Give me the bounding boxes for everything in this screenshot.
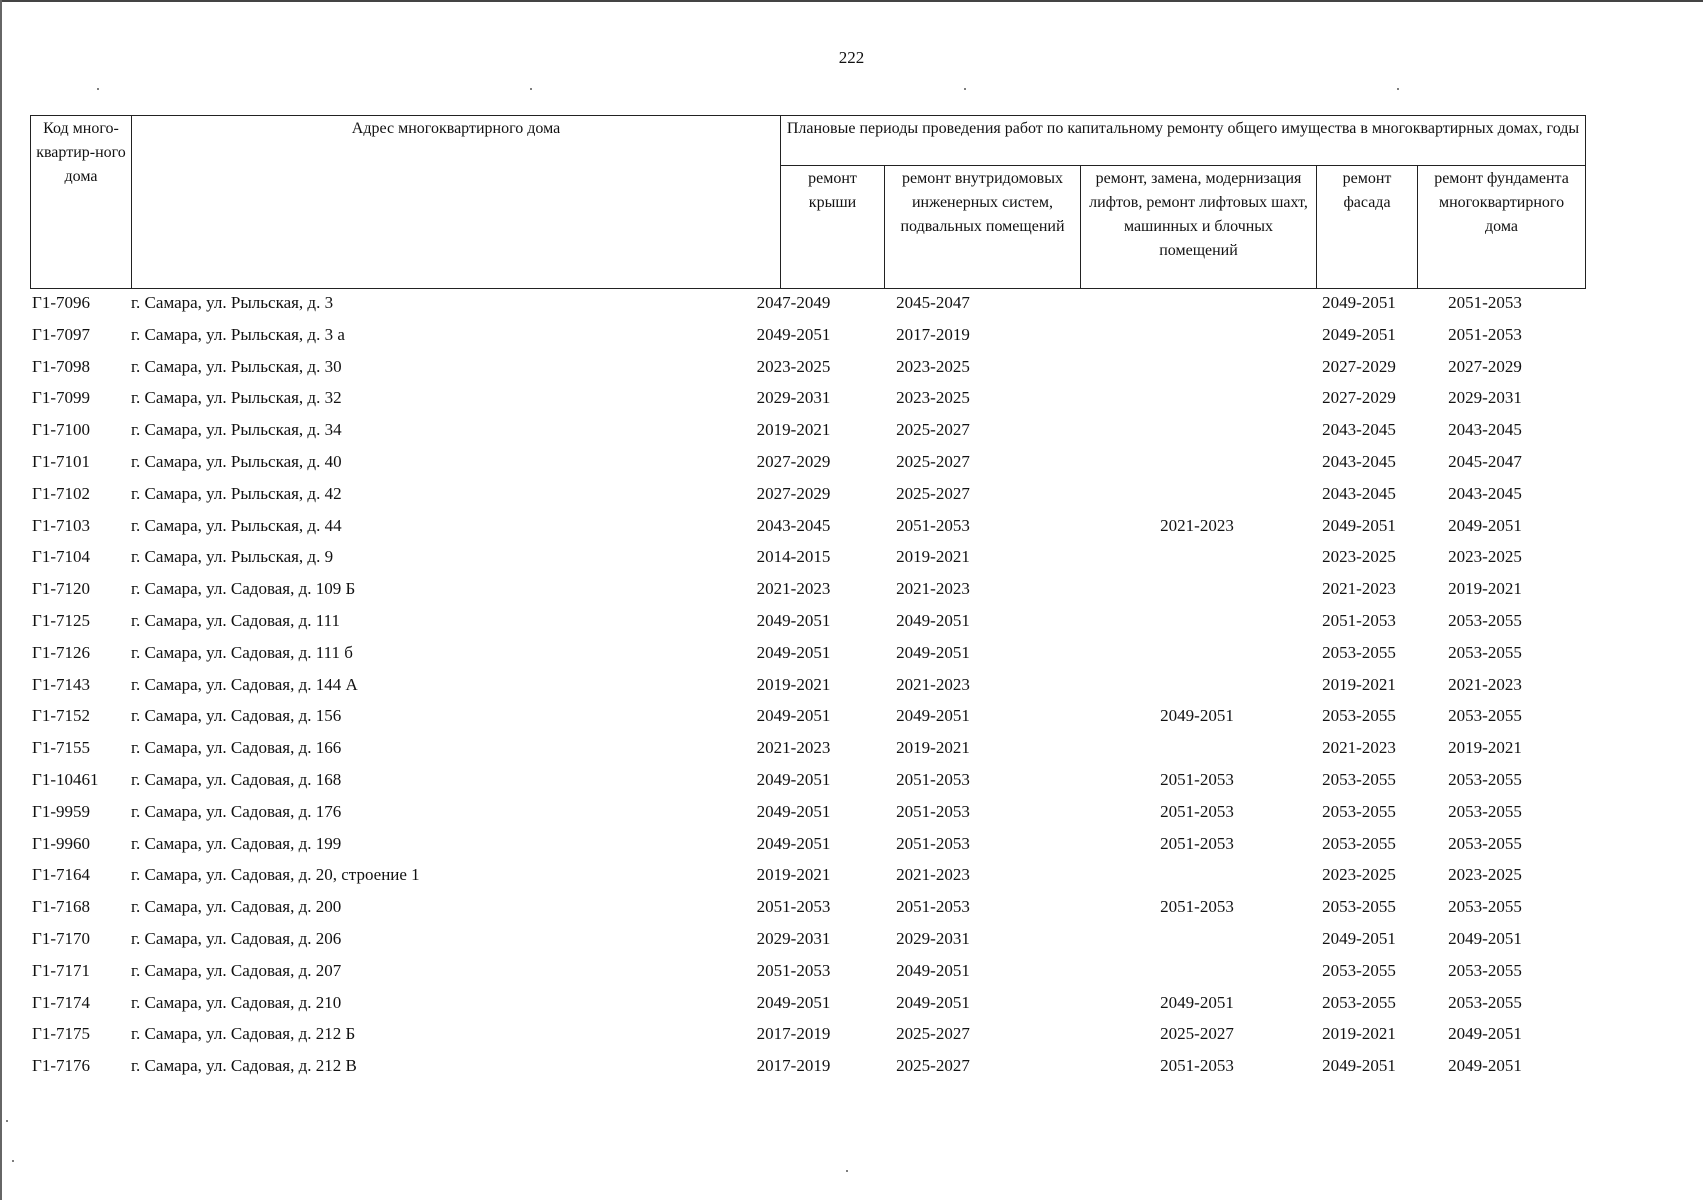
row-foundation: 2053-2055	[1448, 801, 1522, 821]
row-code: Г1-9960	[32, 833, 90, 853]
row-code: Г1-7171	[32, 960, 90, 980]
row-roof: 2049-2051	[756, 324, 831, 344]
header-elevators: ремонт, замена, модернизация лифтов, ремонт лифтовых шахт, машинных и блочных помещений	[1081, 165, 1317, 288]
row-engineering: 2017-2019	[896, 324, 970, 344]
table-row	[30, 510, 1585, 542]
row-engineering: 2021-2023	[896, 865, 970, 885]
row-foundation: 2027-2029	[1448, 356, 1522, 376]
table-row	[30, 669, 1585, 701]
row-elevators: 2051-2053	[1160, 1056, 1234, 1076]
row-facade: 2049-2051	[1322, 928, 1396, 948]
scan-speck	[6, 1120, 8, 1122]
row-code: Г1-7155	[32, 738, 90, 758]
table-row	[30, 478, 1585, 510]
row-facade: 2053-2055	[1322, 801, 1396, 821]
row-facade: 2021-2023	[1322, 579, 1396, 599]
row-engineering: 2049-2051	[896, 610, 970, 630]
row-foundation: 2021-2023	[1448, 674, 1522, 694]
row-foundation: 2051-2053	[1448, 324, 1522, 344]
header-address: Адрес многоквартирного дома	[132, 116, 781, 289]
table-row	[30, 764, 1585, 796]
table-row	[30, 1018, 1585, 1050]
row-elevators: 2051-2053	[1160, 769, 1234, 789]
table-row	[30, 828, 1585, 860]
row-foundation: 2049-2051	[1448, 515, 1522, 535]
row-engineering: 2051-2053	[896, 897, 970, 917]
row-address: г. Самара, ул. Рыльская, д. 32	[131, 388, 342, 408]
row-foundation: 2053-2055	[1448, 706, 1522, 726]
row-roof: 2051-2053	[756, 960, 831, 980]
table-row	[30, 287, 1585, 319]
row-roof: 2029-2031	[756, 388, 831, 408]
row-foundation: 2053-2055	[1448, 992, 1522, 1012]
row-code: Г1-7098	[32, 356, 90, 376]
row-roof: 2014-2015	[756, 547, 831, 567]
row-address: г. Самара, ул. Садовая, д. 20, строение 1	[131, 865, 420, 885]
table-row	[30, 382, 1585, 414]
row-engineering: 2023-2025	[896, 356, 970, 376]
row-facade: 2043-2045	[1322, 451, 1396, 471]
row-address: г. Самара, ул. Рыльская, д. 34	[131, 420, 342, 440]
scan-speck	[1397, 88, 1399, 90]
row-address: г. Самара, ул. Садовая, д. 212 Б	[131, 1024, 356, 1044]
row-engineering: 2045-2047	[896, 293, 970, 312]
row-elevators: 2051-2053	[1160, 897, 1234, 917]
row-engineering: 2049-2051	[896, 960, 970, 980]
table-row	[30, 891, 1585, 923]
row-foundation: 2029-2031	[1448, 388, 1522, 408]
row-address: г. Самара, ул. Рыльская, д. 42	[131, 483, 342, 503]
row-code: Г1-7101	[32, 451, 90, 471]
row-roof: 2049-2051	[756, 642, 831, 662]
row-address: г. Самара, ул. Рыльская, д. 44	[131, 515, 342, 535]
row-engineering: 2019-2021	[896, 738, 970, 758]
header-facade: ремонт фасада	[1317, 165, 1418, 288]
row-facade: 2023-2025	[1322, 547, 1396, 567]
row-facade: 2043-2045	[1322, 483, 1396, 503]
row-code: Г1-7102	[32, 483, 90, 503]
row-facade: 2021-2023	[1322, 738, 1396, 758]
row-elevators: 2051-2053	[1160, 833, 1234, 853]
row-foundation: 2019-2021	[1448, 579, 1522, 599]
row-code: Г1-7125	[32, 610, 90, 630]
row-foundation: 2049-2051	[1448, 1056, 1522, 1076]
row-facade: 2023-2025	[1322, 865, 1396, 885]
row-engineering: 2025-2027	[896, 1056, 970, 1076]
row-address: г. Самара, ул. Садовая, д. 200	[131, 897, 342, 917]
row-address: г. Самара, ул. Рыльская, д. 3 а	[131, 324, 345, 344]
row-code: Г1-9959	[32, 801, 90, 821]
table-row	[30, 414, 1585, 446]
row-roof: 2019-2021	[756, 420, 831, 440]
row-roof: 2019-2021	[756, 674, 831, 694]
row-roof: 2023-2025	[756, 356, 831, 376]
row-code: Г1-7100	[32, 420, 90, 440]
row-code: Г1-7104	[32, 547, 90, 567]
scan-speck	[964, 88, 966, 90]
row-facade: 2053-2055	[1322, 642, 1396, 662]
row-code: Г1-7099	[32, 388, 90, 408]
row-address: г. Самара, ул. Садовая, д. 109 Б	[131, 579, 356, 599]
scan-speck	[530, 88, 532, 90]
row-roof: 2049-2051	[756, 769, 831, 789]
row-engineering: 2029-2031	[896, 928, 970, 948]
row-code: Г1-7152	[32, 706, 90, 726]
row-roof: 2049-2051	[756, 801, 831, 821]
row-address: г. Самара, ул. Садовая, д. 166	[131, 738, 342, 758]
row-foundation: 2023-2025	[1448, 865, 1522, 885]
row-code: Г1-7120	[32, 579, 90, 599]
table-row	[30, 319, 1585, 351]
row-foundation: 2053-2055	[1448, 610, 1522, 630]
row-roof: 2027-2029	[756, 451, 831, 471]
row-address: г. Самара, ул. Садовая, д. 212 В	[131, 1056, 357, 1076]
row-address: г. Самара, ул. Садовая, д. 144 А	[131, 674, 358, 694]
header-periods-group: Плановые периоды проведения работ по капитальному ремонту общего имущества в многоквартирных домах, годы	[781, 116, 1586, 166]
table-row	[30, 605, 1585, 637]
row-facade: 2051-2053	[1322, 610, 1396, 630]
header-code: Код много-квартир-ного дома	[31, 116, 132, 289]
row-foundation: 2019-2021	[1448, 738, 1522, 758]
row-roof: 2049-2051	[756, 610, 831, 630]
row-engineering: 2019-2021	[896, 547, 970, 567]
row-code: Г1-7175	[32, 1024, 90, 1044]
scan-border-left	[0, 0, 2, 1200]
table-row	[30, 637, 1585, 669]
row-code: Г1-7143	[32, 674, 90, 694]
row-address: г. Самара, ул. Садовая, д. 199	[131, 833, 342, 853]
row-engineering: 2051-2053	[896, 833, 970, 853]
row-elevators: 2051-2053	[1160, 801, 1234, 821]
header-roof: ремонт крыши	[781, 165, 885, 288]
row-foundation: 2045-2047	[1448, 451, 1522, 471]
row-facade: 2053-2055	[1322, 706, 1396, 726]
row-engineering: 2021-2023	[896, 674, 970, 694]
row-facade: 2027-2029	[1322, 356, 1396, 376]
row-code: Г1-7097	[32, 324, 90, 344]
row-engineering: 2051-2053	[896, 769, 970, 789]
row-code: Г1-7126	[32, 642, 90, 662]
row-engineering: 2049-2051	[896, 642, 970, 662]
row-foundation: 2053-2055	[1448, 897, 1522, 917]
row-foundation: 2049-2051	[1448, 1024, 1522, 1044]
row-facade: 2049-2051	[1322, 324, 1396, 344]
table-row	[30, 446, 1585, 478]
row-facade: 2053-2055	[1322, 992, 1396, 1012]
table-body	[30, 287, 1585, 1082]
row-engineering: 2025-2027	[896, 483, 970, 503]
row-address: г. Самара, ул. Садовая, д. 206	[131, 928, 342, 948]
row-engineering: 2051-2053	[896, 801, 970, 821]
row-foundation: 2053-2055	[1448, 833, 1522, 853]
row-engineering: 2021-2023	[896, 579, 970, 599]
row-engineering: 2051-2053	[896, 515, 970, 535]
scan-speck	[846, 1170, 848, 1172]
table-row	[30, 987, 1585, 1019]
row-roof: 2029-2031	[756, 928, 831, 948]
row-engineering: 2025-2027	[896, 1024, 970, 1044]
table-header	[30, 115, 1586, 289]
row-address: г. Самара, ул. Рыльская, д. 3	[131, 293, 334, 312]
table-row	[30, 1050, 1585, 1082]
row-facade: 2053-2055	[1322, 833, 1396, 853]
row-foundation: 2051-2053	[1448, 293, 1522, 312]
row-address: г. Самара, ул. Садовая, д. 111 б	[131, 642, 353, 662]
row-roof: 2049-2051	[756, 992, 831, 1012]
row-address: г. Самара, ул. Садовая, д. 111	[131, 610, 340, 630]
row-facade: 2043-2045	[1322, 420, 1396, 440]
row-roof: 2049-2051	[756, 706, 831, 726]
row-elevators: 2021-2023	[1160, 515, 1234, 535]
row-code: Г1-7168	[32, 897, 90, 917]
row-address: г. Самара, ул. Садовая, д. 168	[131, 769, 342, 789]
row-facade: 2049-2051	[1322, 1056, 1396, 1076]
row-facade: 2049-2051	[1322, 293, 1396, 312]
header-foundation: ремонт фундамента многоквартирного дома	[1418, 165, 1586, 288]
row-code: Г1-7103	[32, 515, 90, 535]
row-roof: 2017-2019	[756, 1056, 831, 1076]
scan-speck	[97, 88, 99, 90]
row-facade: 2053-2055	[1322, 897, 1396, 917]
row-code: Г1-7164	[32, 865, 90, 885]
row-facade: 2053-2055	[1322, 769, 1396, 789]
row-foundation: 2043-2045	[1448, 483, 1522, 503]
row-address: г. Самара, ул. Рыльская, д. 30	[131, 356, 342, 376]
row-roof: 2021-2023	[756, 579, 831, 599]
row-foundation: 2043-2045	[1448, 420, 1522, 440]
row-roof: 2019-2021	[756, 865, 831, 885]
row-roof: 2021-2023	[756, 738, 831, 758]
row-roof: 2051-2053	[756, 897, 831, 917]
row-elevators: 2049-2051	[1160, 992, 1234, 1012]
row-engineering: 2025-2027	[896, 420, 970, 440]
row-address: г. Самара, ул. Рыльская, д. 9	[131, 547, 334, 567]
row-facade: 2019-2021	[1322, 674, 1396, 694]
row-facade: 2053-2055	[1322, 960, 1396, 980]
row-engineering: 2023-2025	[896, 388, 970, 408]
row-code: Г1-7096	[32, 293, 90, 312]
row-address: г. Самара, ул. Садовая, д. 176	[131, 801, 342, 821]
table-row	[30, 573, 1585, 605]
table-row	[30, 796, 1585, 828]
table-row	[30, 351, 1585, 383]
table-row	[30, 732, 1585, 764]
row-code: Г1-7170	[32, 928, 90, 948]
header-engineering: ремонт внутридомовых инженерных систем, подвальных помещений	[885, 165, 1081, 288]
row-foundation: 2053-2055	[1448, 960, 1522, 980]
scan-border-top	[0, 0, 1703, 2]
table-row	[30, 955, 1585, 987]
row-foundation: 2023-2025	[1448, 547, 1522, 567]
table-row	[30, 541, 1585, 573]
row-elevators: 2025-2027	[1160, 1024, 1234, 1044]
row-elevators: 2049-2051	[1160, 706, 1234, 726]
row-address: г. Самара, ул. Рыльская, д. 40	[131, 451, 342, 471]
row-facade: 2019-2021	[1322, 1024, 1396, 1044]
row-roof: 2047-2049	[756, 293, 831, 312]
scan-speck	[12, 1160, 14, 1162]
row-address: г. Самара, ул. Садовая, д. 210	[131, 992, 342, 1012]
table-row	[30, 859, 1585, 891]
row-address: г. Самара, ул. Садовая, д. 156	[131, 706, 342, 726]
row-foundation: 2053-2055	[1448, 769, 1522, 789]
row-address: г. Самара, ул. Садовая, д. 207	[131, 960, 342, 980]
table-row	[30, 700, 1585, 732]
row-facade: 2027-2029	[1322, 388, 1396, 408]
table-row	[30, 923, 1585, 955]
row-code: Г1-7176	[32, 1056, 90, 1076]
row-roof: 2027-2029	[756, 483, 831, 503]
page-number: 222	[838, 48, 865, 67]
row-roof: 2043-2045	[756, 515, 831, 535]
row-engineering: 2049-2051	[896, 706, 970, 726]
row-engineering: 2049-2051	[896, 992, 970, 1012]
row-engineering: 2025-2027	[896, 451, 970, 471]
row-roof: 2049-2051	[756, 833, 831, 853]
row-roof: 2017-2019	[756, 1024, 831, 1044]
row-foundation: 2049-2051	[1448, 928, 1522, 948]
row-foundation: 2053-2055	[1448, 642, 1522, 662]
row-code: Г1-10461	[32, 769, 99, 789]
row-code: Г1-7174	[32, 992, 90, 1012]
row-facade: 2049-2051	[1322, 515, 1396, 535]
